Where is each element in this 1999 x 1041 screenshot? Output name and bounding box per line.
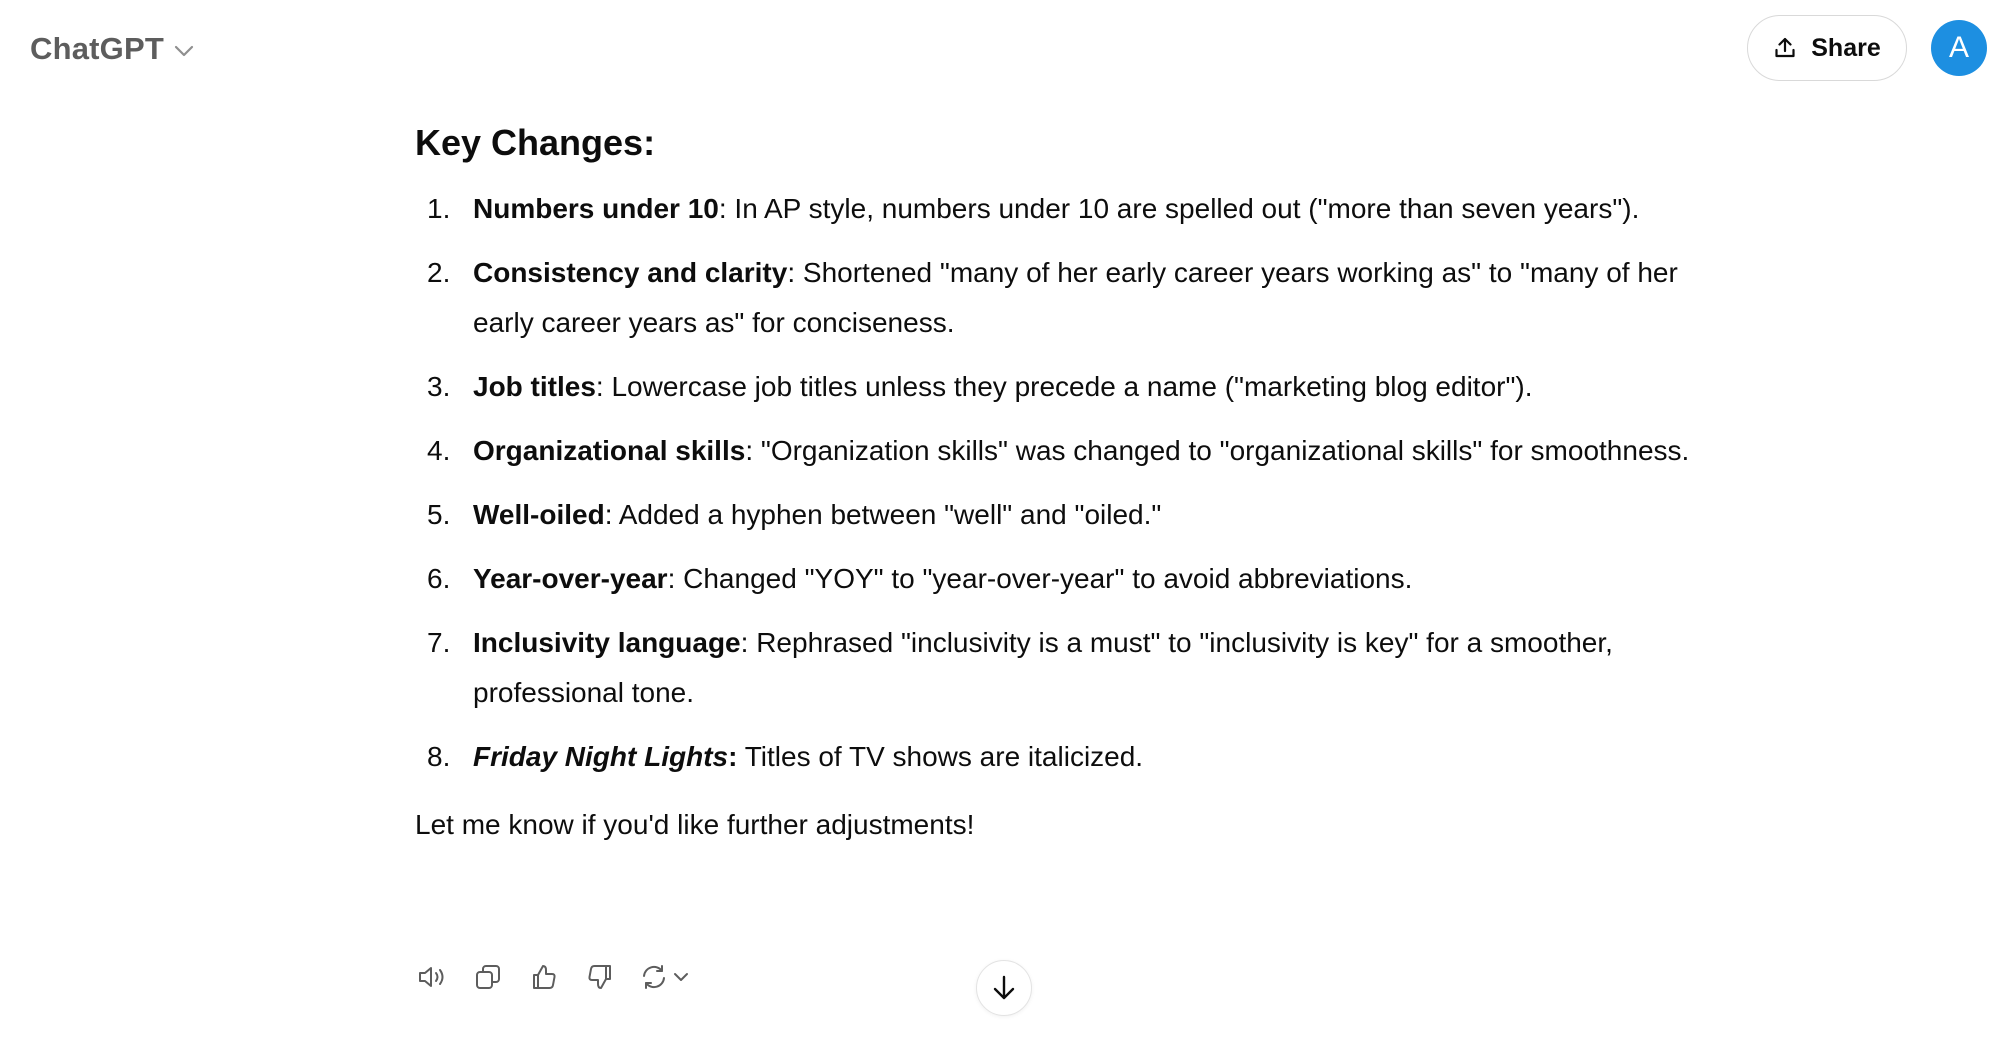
list-text: Changed "YOY" to "year-over-year" to avoid abbreviations. (675, 563, 1413, 594)
list-item (415, 732, 1715, 782)
list-term-suffix: : (745, 435, 754, 466)
regenerate-icon (639, 963, 669, 991)
copy-button[interactable] (471, 960, 505, 994)
speaker-icon (416, 963, 448, 991)
list-term-suffix: : (728, 741, 738, 772)
list-term-suffix: : (787, 257, 796, 288)
list-term: Numbers under 10 (473, 193, 719, 224)
list-item (415, 362, 1715, 412)
list-text: Added a hyphen between "well" and "oiled." (612, 499, 1162, 530)
chevron-down-icon (673, 972, 689, 982)
list-term: Friday Night Lights (473, 741, 729, 772)
list-text: Titles of TV shows are italicized. (737, 741, 1144, 772)
list-item (415, 490, 1715, 540)
list-term: Year-over-year (473, 563, 668, 594)
copy-icon (474, 963, 502, 991)
list-term-suffix: : (604, 499, 613, 530)
list-text: Lowercase job titles unless they precede a name ("marketing blog editor"). (603, 371, 1533, 402)
list-term-suffix: : (595, 371, 604, 402)
list-number: 4. (427, 435, 451, 466)
list-text: "Organization skills" was changed to "organizational skills" for smoothness. (753, 435, 1690, 466)
avatar[interactable]: A (1931, 20, 1987, 76)
model-name: ChatGPT (30, 31, 165, 66)
list-number: 2. (427, 257, 451, 288)
list-term: Organizational skills (473, 435, 746, 466)
list-text: Shortened "many of her early career years working as" to "many of her early career years as" for conciseness. (473, 257, 1678, 338)
list-number: 1. (427, 193, 451, 224)
list-number: 6. (427, 563, 451, 594)
upload-icon (1773, 36, 1797, 60)
changes-list (415, 184, 1715, 782)
list-term: Well-oiled (473, 499, 605, 530)
bad-response-button[interactable] (583, 960, 617, 994)
list-term: Job titles (473, 371, 596, 402)
list-number: 5. (427, 499, 451, 530)
good-response-button[interactable] (527, 960, 561, 994)
thumbs-up-icon (530, 963, 558, 991)
list-term: Inclusivity language (473, 627, 741, 658)
share-label: Share (1811, 33, 1881, 62)
list-item (415, 184, 1715, 234)
list-number: 7. (427, 627, 451, 658)
list-term: Consistency and clarity (473, 257, 788, 288)
share-button[interactable] (1747, 15, 1907, 81)
list-term-suffix: : (740, 627, 749, 658)
list-term-suffix: : (667, 563, 676, 594)
list-item (415, 554, 1715, 604)
assistant-message (415, 118, 1715, 850)
list-number: 3. (427, 371, 451, 402)
arrow-down-icon (991, 974, 1017, 1002)
list-number: 8. (427, 741, 451, 772)
list-item (415, 248, 1715, 348)
thumbs-down-icon (586, 963, 614, 991)
regenerate-button[interactable] (639, 963, 689, 991)
chevron-down-icon (174, 45, 194, 57)
model-switcher[interactable] (22, 28, 202, 70)
message-actions (415, 955, 689, 999)
list-term-suffix: : (718, 193, 727, 224)
list-item (415, 426, 1715, 476)
section-heading: Key Changes: (415, 122, 656, 163)
scroll-down-button[interactable] (976, 960, 1032, 1016)
list-text: In AP style, numbers under 10 are spelled out ("more than seven years"). (726, 193, 1640, 224)
list-text: Rephrased "inclusivity is a must" to "inclusivity is key" for a smoother, professional tone. (473, 627, 1613, 708)
closing-text: Let me know if you'd like further adjustments! (415, 809, 975, 840)
read-aloud-button[interactable] (415, 960, 449, 994)
list-item (415, 618, 1715, 718)
